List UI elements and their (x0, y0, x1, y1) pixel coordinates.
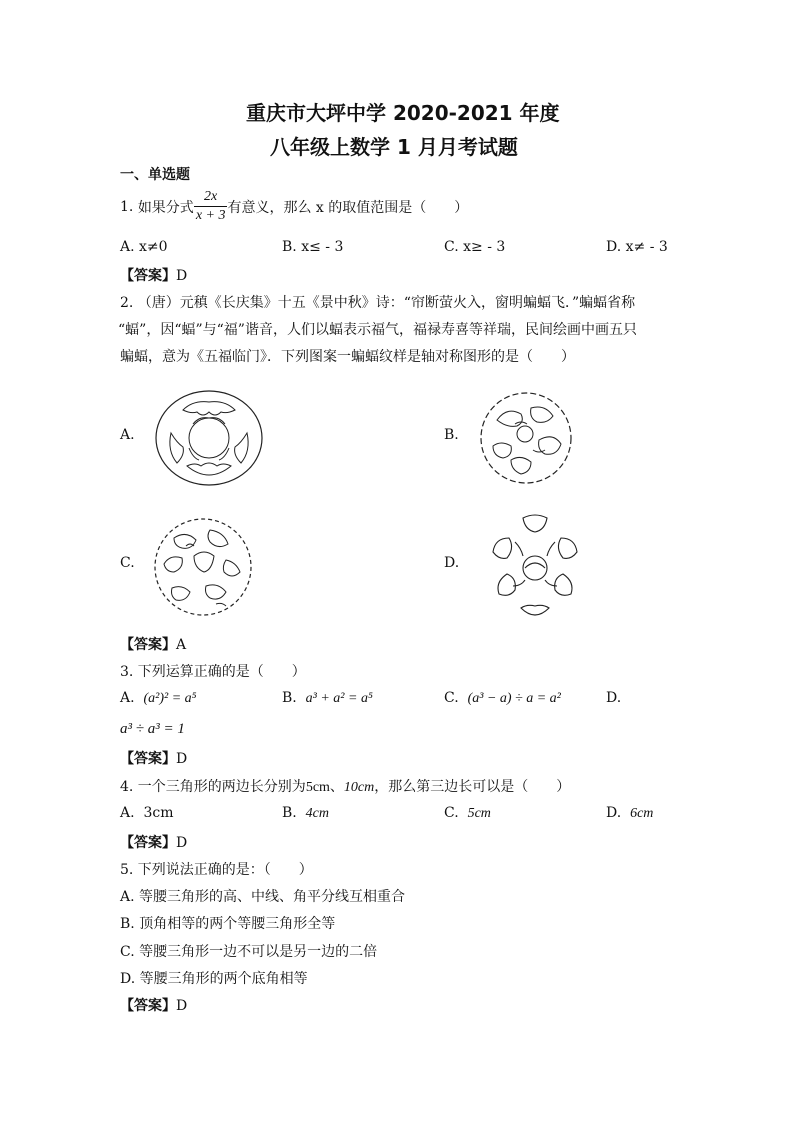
option-label: C. (444, 805, 459, 821)
q4-stem-pre: 4. 一个三角形的两边长分别为 (120, 779, 306, 795)
answer-label: 【答案】 (120, 835, 176, 851)
q4-value-2: 10cm (343, 780, 375, 795)
q2-stem-line1: 2. （唐）元稹《长庆集》十五《景中秋》诗：“帘断萤火入，窗明蝙蝠飞．”蝙蝠省称 (120, 295, 636, 311)
fraction-denominator: x + 3 (195, 208, 226, 223)
bat-pattern-c-image (150, 516, 256, 618)
q4-value-1: 5cm (305, 780, 330, 795)
q5-stem: 5. 下列说法正确的是：（ ） (120, 862, 313, 878)
answer-value: D (176, 998, 188, 1014)
option-label: A. (120, 805, 135, 821)
q3-option-b (282, 690, 373, 707)
question-1-stem (120, 188, 468, 225)
q4-answer (120, 832, 187, 852)
q4-stem (120, 776, 570, 796)
answer-value: D (176, 268, 188, 284)
option-label: C. (444, 690, 459, 706)
q3-option-d-expression: a³ ÷ a³ = 1 (120, 721, 185, 737)
q4-option-c (444, 805, 491, 822)
q3-option-c (444, 690, 561, 707)
q4-sep: 、 (329, 779, 344, 795)
exam-title-line1: 重庆市大坪中学 2020-2021 年度 (246, 101, 560, 125)
answer-value: A (176, 637, 187, 653)
q2-option-b-label: B. (444, 427, 459, 443)
option-label: D. (606, 805, 622, 821)
q2-answer (120, 634, 186, 654)
q2-option-c-label: C. (120, 555, 135, 571)
q5-option-a: A. 等腰三角形的高、中线、角平分线互相重合 (120, 889, 406, 905)
q4-option-d (606, 805, 653, 822)
q3-answer (120, 748, 187, 768)
q2-option-d-label: D. (444, 555, 460, 571)
question-1-pre: 如果分式 (137, 199, 194, 216)
q3-stem: 3. 下列运算正确的是（ ） (120, 664, 306, 680)
option-value: 4cm (305, 806, 329, 821)
fraction-numerator: 2x (194, 188, 228, 207)
q3-option-a (120, 690, 197, 707)
q1-option-b: B. x≤ - 3 (282, 239, 344, 255)
option-expression: (a³ − a) ÷ a = a² (467, 691, 561, 706)
answer-label: 【答案】 (120, 751, 176, 767)
option-expression: a³ + a² = a⁵ (305, 691, 373, 706)
option-value: 3cm (143, 805, 174, 821)
q4-option-a (120, 805, 174, 821)
section-heading: 一、单选题 (120, 167, 190, 183)
bat-pattern-a-image (153, 388, 265, 488)
q2-stem-line3: 蝙蝠，意为《五福临门》．下列图案一蝙蝠纹样是轴对称图形的是（ ） (120, 349, 575, 365)
bat-pattern-b-image (477, 390, 575, 486)
exam-title-line2: 八年级上数学 1 月月考试题 (270, 135, 518, 159)
option-value: 5cm (467, 806, 491, 821)
question-1-post: 有意义，那么 x 的取值范围是（ ） (227, 199, 469, 216)
question-1-number: 1. (120, 198, 134, 215)
answer-value: D (176, 835, 188, 851)
q5-option-b: B. 顶角相等的两个等腰三角形全等 (120, 916, 336, 932)
q4-option-b (282, 805, 329, 822)
q1-option-d: D. x≠ - 3 (606, 239, 668, 255)
answer-label: 【答案】 (120, 637, 176, 653)
answer-label: 【答案】 (120, 268, 176, 284)
q3-option-d-label: D. (606, 690, 622, 706)
answer-label: 【答案】 (120, 998, 176, 1014)
bat-pattern-d-image (485, 512, 585, 622)
q5-option-d: D. 等腰三角形的两个底角相等 (120, 971, 308, 987)
q1-option-c: C. x≥ - 3 (444, 239, 506, 255)
option-expression: (a²)² = a⁵ (143, 691, 197, 706)
option-label: A. (120, 690, 135, 706)
q5-answer (120, 995, 187, 1015)
q5-option-c: C. 等腰三角形一边不可以是另一边的二倍 (120, 944, 378, 960)
fraction (194, 188, 228, 225)
option-label: B. (282, 690, 297, 706)
q4-stem-post: ，那么第三边长可以是（ ） (374, 779, 571, 795)
q1-answer (120, 265, 187, 285)
option-value: 6cm (630, 806, 654, 821)
answer-value: D (176, 751, 188, 767)
option-label: B. (282, 805, 297, 821)
q2-option-a-label: A. (120, 427, 135, 443)
q2-stem-line2: “蝠”，因“蝠”与“福”谐音，人们以蝠表示福气，福禄寿喜等祥瑞，民间绘画中画五只 (118, 322, 637, 338)
q1-option-a: A. x≠0 (120, 239, 168, 255)
